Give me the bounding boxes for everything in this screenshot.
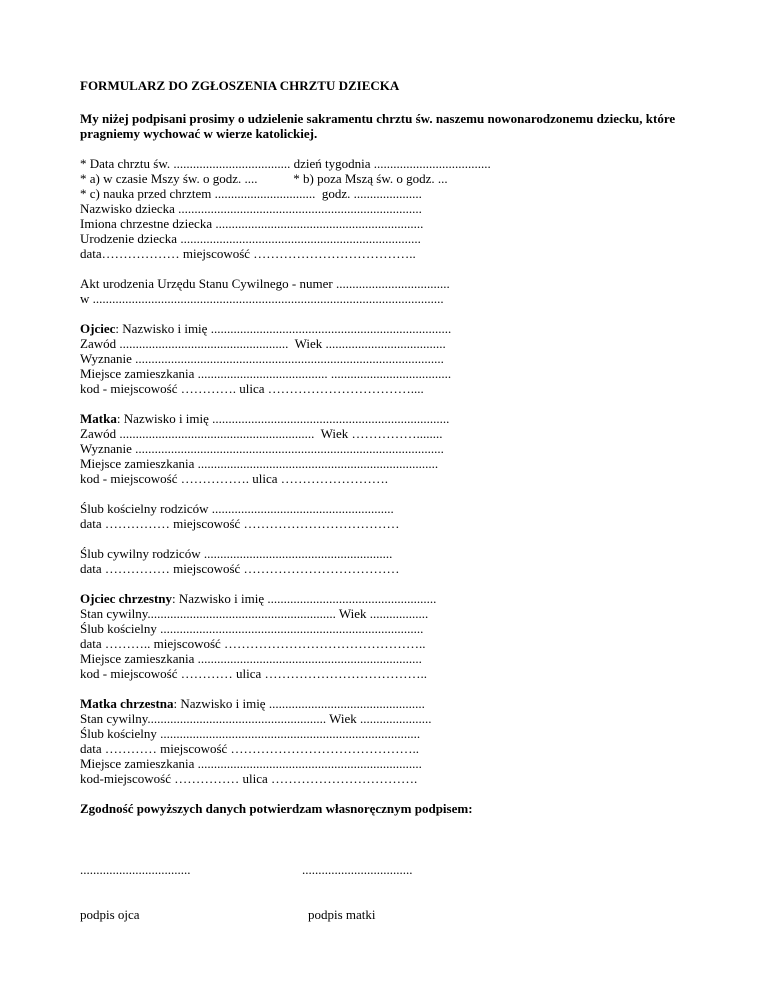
section-godmother [80, 696, 700, 786]
child-birth-date-place-line: data……………… miejscowość ……………………………….. [80, 246, 416, 261]
father-religion-line: Wyznanie ............................................................................................... [80, 351, 444, 366]
godfather-name-line [80, 591, 700, 606]
baptism-date-line: * Data chrztu św. .................................... dzień tygodnia .................................... [80, 156, 491, 171]
section-baptism [80, 156, 700, 261]
godfather-heading: Ojciec chrzestny [80, 591, 173, 606]
mother-signature-label: podpis matki [308, 907, 376, 922]
father-name-field: : Nazwisko i imię .......................................................................... [115, 321, 452, 336]
church-wedding-date-line: data …………… miejscowość ……………………………… [80, 516, 400, 531]
mother-name-line [80, 411, 700, 426]
father-residence-line: Miejsce zamieszkania ........................................ ..................................... [80, 366, 452, 381]
father-name-line [80, 321, 700, 336]
godmother-address-line: kod-miejscowość …………… ulica ……………………………. [80, 771, 418, 786]
civil-wedding-date-line: data …………… miejscowość ……………………………… [80, 561, 400, 576]
father-signature [80, 832, 191, 952]
godmother-name-field: : Nazwisko i imię ................................................ [173, 696, 425, 711]
signature-area [80, 832, 700, 922]
mother-occupation-line: Zawód ............................................................ Wiek ……………........ [80, 426, 443, 441]
godfather-residence-line: Miejsce zamieszkania ..................................................................... [80, 651, 422, 666]
section-church-wedding [80, 501, 700, 531]
godfather-status-line: Stan cywilny.......................................................... Wiek .................. [80, 606, 429, 621]
section-mother [80, 411, 700, 486]
child-surname-line: Nazwisko dziecka ........................................................................... [80, 201, 422, 216]
mother-name-field: : Nazwisko i imię ......................................................................... [116, 411, 450, 426]
form-title: FORMULARZ DO ZGŁOSZENIA CHRZTU DZIECKA [80, 78, 400, 93]
pre-baptism-lesson-line: * c) nauka przed chrztem ............................... godz. ..................... [80, 186, 422, 201]
godmother-church-wedding-line: Ślub kościelny ................................................................................ [80, 726, 421, 741]
godfather-date-place-line: data ……….. miejscowość ……………………………………….. [80, 636, 426, 651]
form-intro: My niżej podpisani prosimy o udzielenie sakramentu chrztu św. naszemu nowonarodzonemu dziecku, które pragniemy wychować w wierze katolickiej. [80, 111, 676, 141]
mother-residence-line: Miejsce zamieszkania .......................................................................... [80, 456, 439, 471]
mother-religion-line: Wyznanie ............................................................................................... [80, 441, 444, 456]
section-civil-wedding [80, 546, 700, 576]
baptism-form [80, 78, 700, 922]
child-names-line: Imiona chrzestne dziecka ................................................................ [80, 216, 424, 231]
mass-time-line: * a) w czasie Mszy św. o godz. .... * b) poza Mszą św. o godz. ... [80, 171, 448, 186]
father-address-line: kod - miejscowość …………. ulica …………………………….... [80, 381, 424, 396]
church-wedding-line: Ślub kościelny rodziców ........................................................ [80, 501, 394, 516]
godmother-status-line: Stan cywilny....................................................... Wiek ...................... [80, 711, 432, 726]
mother-signature [302, 832, 413, 952]
godfather-address-line: kod - miejscowość ………… ulica ……………………………….. [80, 666, 427, 681]
section-godfather [80, 591, 700, 681]
godmother-date-place-line: data ………… miejscowość …………………………………….. [80, 741, 420, 756]
birth-certificate-office-line: w ............................................................................................................ [80, 291, 444, 306]
godmother-heading: Matka chrzestna [80, 696, 174, 711]
father-signature-line: .................................. [80, 862, 191, 877]
child-birth-line: Urodzenie dziecka .......................................................................... [80, 231, 421, 246]
mother-address-line: kod - miejscowość ……………. ulica ……………………. [80, 471, 388, 486]
civil-wedding-line: Ślub cywilny rodziców .......................................................... [80, 546, 393, 561]
father-heading: Ojciec [80, 321, 116, 336]
confirmation-statement: Zgodność powyższych danych potwierdzam własnoręcznym podpisem: [80, 801, 473, 816]
section-civil-registry [80, 276, 700, 306]
godfather-church-wedding-line: Ślub kościelny ................................................................................. [80, 621, 424, 636]
godmother-name-line [80, 696, 700, 711]
godmother-residence-line: Miejsce zamieszkania ..................................................................... [80, 756, 422, 771]
birth-certificate-line: Akt urodzenia Urzędu Stanu Cywilnego - numer ................................... [80, 276, 450, 291]
mother-heading: Matka [80, 411, 117, 426]
godfather-name-field: : Nazwisko i imię .................................................... [172, 591, 437, 606]
mother-signature-line: .................................. [302, 862, 413, 877]
father-signature-label: podpis ojca [80, 907, 140, 922]
father-occupation-line: Zawód .................................................... Wiek ..................................... [80, 336, 446, 351]
section-father [80, 321, 700, 396]
